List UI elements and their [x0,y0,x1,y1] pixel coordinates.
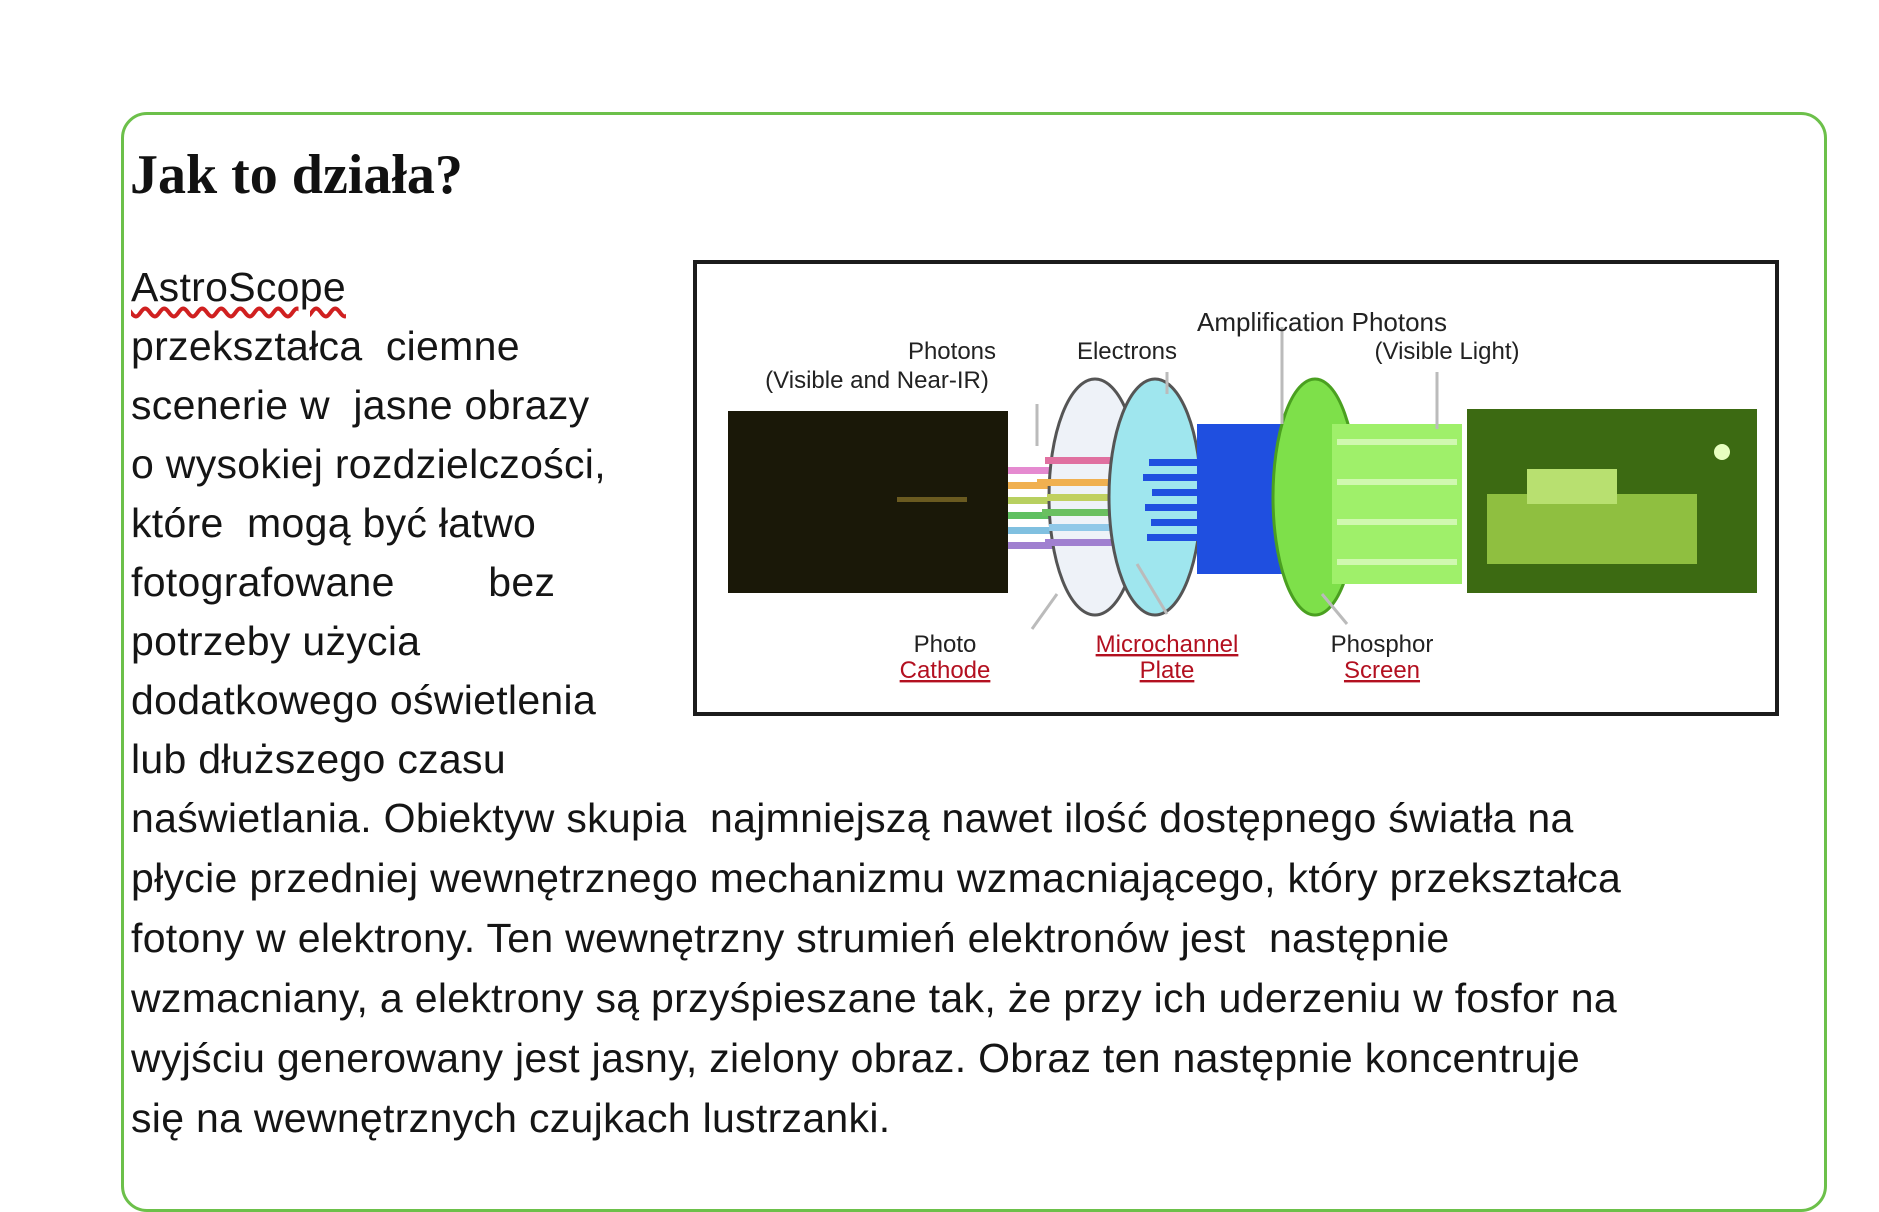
green-output-streak [1337,479,1457,485]
leader-line [1032,594,1057,629]
microchannel-plate-disc [1109,379,1201,615]
label-visible-light: (Visible Light) [1374,338,1520,365]
label-electrons: Electrons [1076,338,1178,365]
paragraph-line: lub dłuższego czasu [131,736,506,782]
label-photons-sub: (Visible and Near-IR) [765,367,989,394]
paragraph-line: fotony w elektrony. Ten wewnętrzny strumień elektronów jest następnie [131,915,1450,961]
label-microchannel: Microchannel [1095,631,1239,658]
paragraph-line: przekształca ciemne [131,323,520,369]
paragraph-line: fotografowane bez [131,559,556,605]
night-vision-turret [1527,469,1617,504]
night-vision-light [1714,444,1730,460]
label-cathode: Cathode [899,657,991,684]
cathode-ray [1045,457,1120,464]
paragraph-line: płycie przedniej wewnętrznego mechanizmu wzmacniającego, który przekształca [131,855,1622,901]
label-amplification: Amplification Photons [1196,307,1448,337]
paragraph-line: dodatkowego oświetlenia [131,677,597,723]
brand-name: AstroScope [131,264,346,310]
paragraph-line: wzmacniany, a elektrony są przyśpieszane tak, że przy ich uderzeniu w fosfor na [131,975,1617,1021]
paragraph-line: które mogą być łatwo [131,500,537,546]
cathode-ray [1042,509,1117,516]
label-plate: Plate [1139,657,1195,684]
night-vision-vehicle [1487,494,1697,564]
label-phosphor: Phosphor [1330,631,1434,658]
paragraph-line: wyjściu generowany jest jasny, zielony obraz. Obraz ten następnie koncentruje [131,1035,1580,1081]
paragraph-line: scenerie w jasne obrazy [131,382,590,428]
label-photons: Photons [907,338,997,365]
cathode-ray [1049,524,1117,531]
section-heading: Jak to działa? [130,144,463,206]
image-intensifier-diagram [693,260,1779,716]
paragraph-line: o wysokiej rozdzielczości, [131,441,606,487]
paragraph-line: naświetlania. Obiektyw skupia najmniejszą nawet ilość dostępnego światła na [131,795,1574,841]
green-output-streak [1337,559,1457,565]
label-screen: Screen [1343,657,1421,684]
paragraph-line: się na wewnętrznych czujkach lustrzanki. [131,1095,891,1141]
green-output-streak [1337,439,1457,445]
label-photo: Photo [913,631,977,658]
diagram-canvas [697,264,1775,712]
dark-scene-detail [897,497,967,502]
cathode-ray [1045,539,1115,546]
green-output-streak [1337,519,1457,525]
paragraph-line: potrzeby użycia [131,618,421,664]
